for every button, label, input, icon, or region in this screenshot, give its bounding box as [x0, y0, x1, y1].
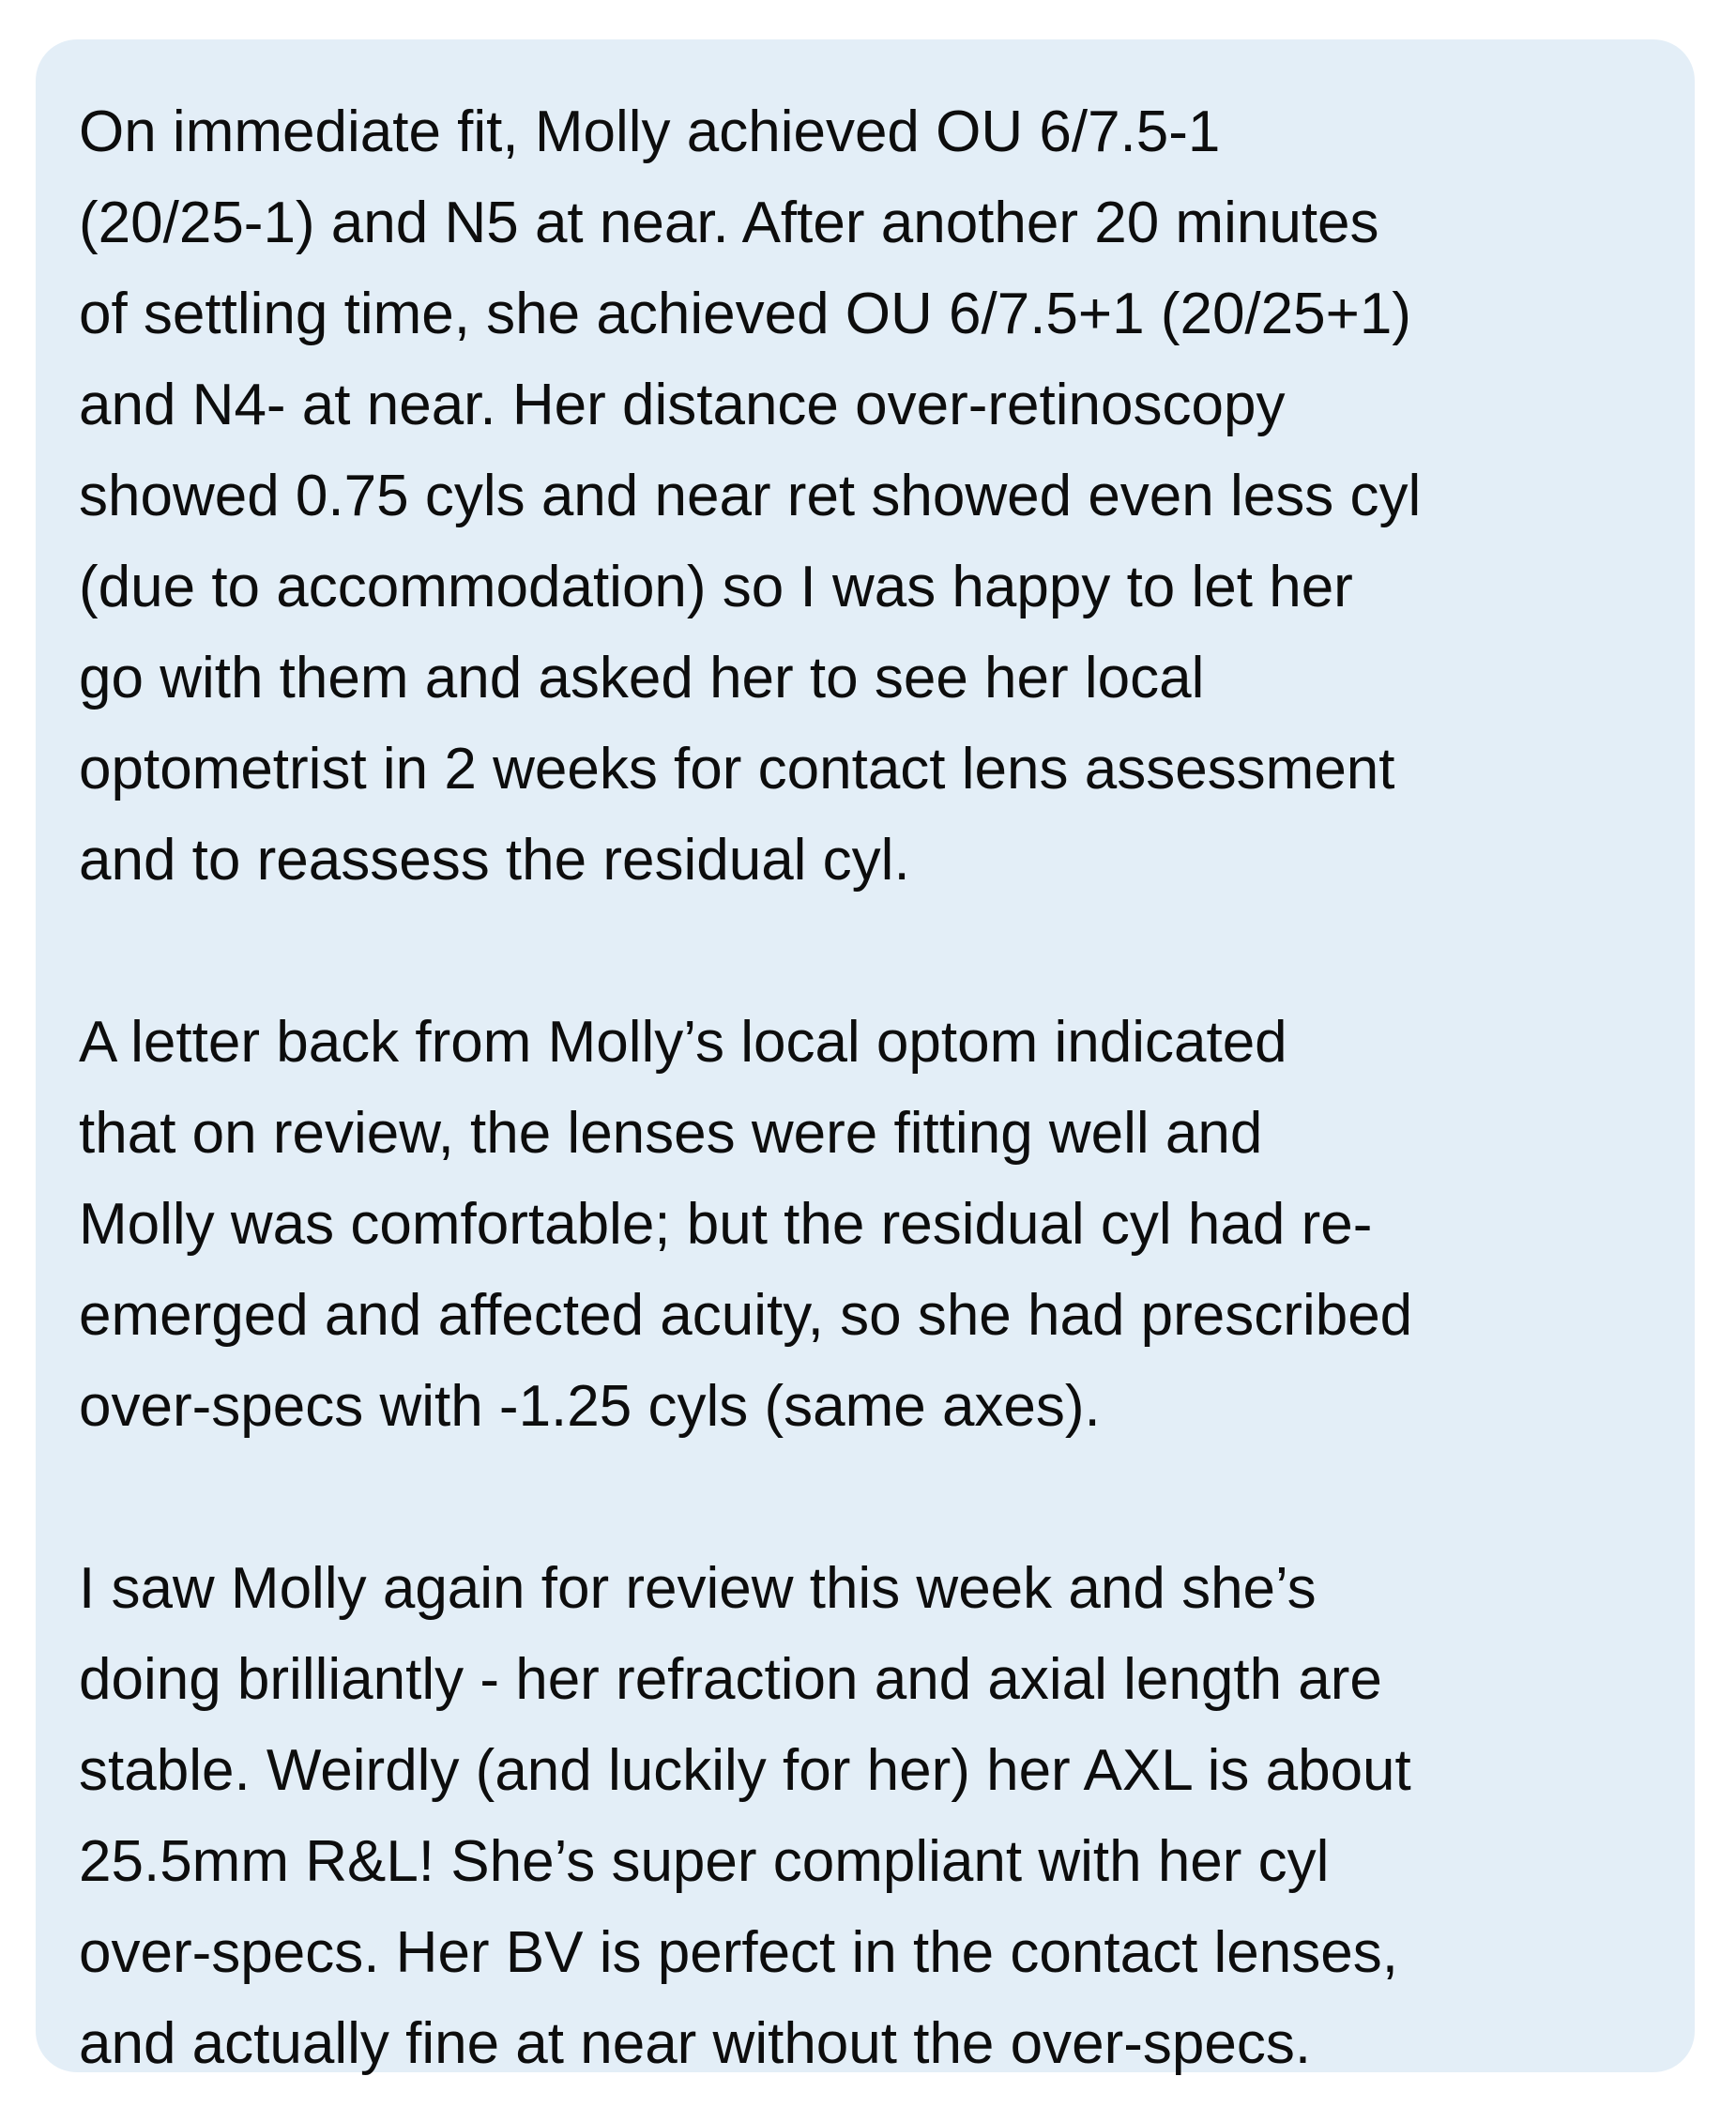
text-line: go with them and asked her to see her local: [79, 646, 1205, 710]
text-line: (due to accommodation) so I was happy to let her: [79, 555, 1353, 619]
text-line: On immediate fit, Molly achieved OU 6/7.5-1: [79, 99, 1221, 164]
text-line: of settling time, she achieved OU 6/7.5+1 (20/25+1): [79, 282, 1411, 346]
text-line: over-specs. Her BV is perfect in the contact lenses,: [79, 1920, 1398, 1985]
paragraph-review: [79, 1543, 1638, 2089]
text-line: showed 0.75 cyls and near ret showed even less cyl: [79, 464, 1422, 528]
text-line: Molly was comfortable; but the residual cyl had re-: [79, 1192, 1373, 1257]
text-line: stable. Weirdly (and luckily for her) her AXL is about: [79, 1738, 1411, 1803]
text-line: that on review, the lenses were fitting well and: [79, 1101, 1263, 1166]
text-line: and to reassess the residual cyl.: [79, 828, 910, 893]
text-line: emerged and affected acuity, so she had prescribed: [79, 1283, 1413, 1348]
paragraph-fitting: [79, 86, 1638, 906]
text-line: and actually fine at near without the over-specs.: [79, 2011, 1312, 2076]
text-line: (20/25-1) and N5 at near. After another 20 minutes: [79, 191, 1379, 255]
text-line: and N4- at near. Her distance over-retinoscopy: [79, 373, 1286, 437]
text-card: [36, 39, 1695, 2076]
text-line: A letter back from Molly’s local optom indicated: [79, 1010, 1287, 1075]
text-line: I saw Molly again for review this week and she’s: [79, 1556, 1317, 1621]
text-line: optometrist in 2 weeks for contact lens assessment: [79, 737, 1395, 802]
paragraph-letter: [79, 997, 1638, 1452]
text-line: 25.5mm R&L! She’s super compliant with her cyl: [79, 1829, 1330, 1894]
text-line: over-specs with -1.25 cyls (same axes).: [79, 1374, 1101, 1439]
text-line: doing brilliantly - her refraction and axial length are: [79, 1647, 1382, 1712]
